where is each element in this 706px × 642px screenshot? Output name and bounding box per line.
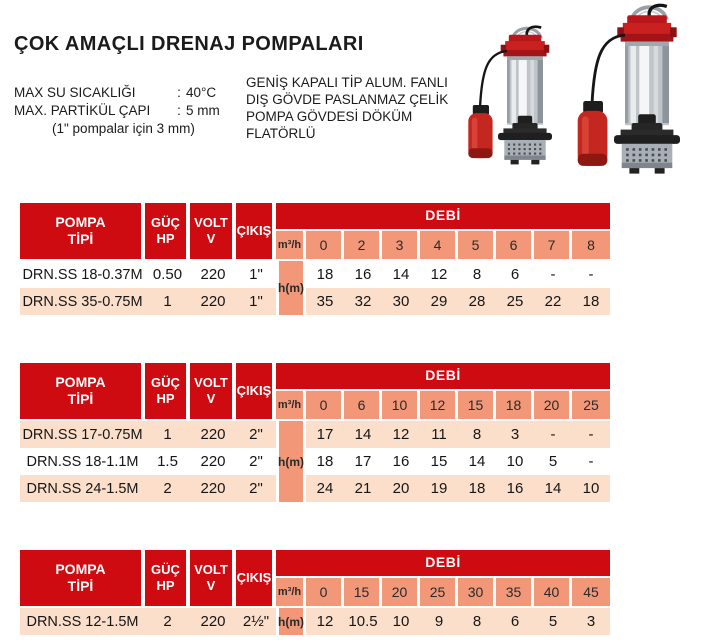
header-pompa-tipi xyxy=(20,363,145,421)
head-value-cell: 8 xyxy=(458,608,496,635)
header-line: TİPİ xyxy=(67,231,94,247)
head-value-cell: 35 xyxy=(306,288,344,315)
header-line: V xyxy=(206,578,216,593)
head-value-cell: - xyxy=(572,261,610,288)
head-value-cell: 10.5 xyxy=(344,608,382,635)
head-value-cell: 14 xyxy=(534,475,572,502)
pump-type-cell: DRN.SS 35-0.75M xyxy=(20,288,145,315)
pump-table-1 xyxy=(20,203,610,315)
hp-cell: 1 xyxy=(145,421,190,448)
header-volt-v xyxy=(190,550,236,608)
header-volt-v xyxy=(190,363,236,421)
outlet-cell: 2" xyxy=(236,448,276,475)
flow-header-cell: 0 xyxy=(306,231,344,261)
hp-cell: 2 xyxy=(145,475,190,502)
header-line: HP xyxy=(156,578,175,593)
head-unit-label: h(m) xyxy=(276,421,306,502)
spec-colon: : xyxy=(177,103,181,118)
pump-type-cell: DRN.SS 18-1.1M xyxy=(20,448,145,475)
volt-cell: 220 xyxy=(190,421,236,448)
spec-note: (1" pompalar için 3 mm) xyxy=(52,121,195,136)
head-value-cell: 12 xyxy=(306,608,344,635)
head-value-cell: - xyxy=(534,421,572,448)
head-value-cell: 18 xyxy=(306,261,344,288)
head-value-cell: 12 xyxy=(382,421,420,448)
flow-header-cell: 2 xyxy=(344,231,382,261)
head-value-cell: 14 xyxy=(382,261,420,288)
spec-value: 40°C xyxy=(186,85,217,100)
head-value-cell: 17 xyxy=(306,421,344,448)
head-value-cell: - xyxy=(534,261,572,288)
header-line: GÜÇ xyxy=(151,215,180,231)
flow-header-cell: 35 xyxy=(496,578,534,608)
header-line: ÇIKIŞ xyxy=(236,570,272,586)
flow-header-cell: 7 xyxy=(534,231,572,261)
head-value-cell: 11 xyxy=(420,421,458,448)
flow-unit-label: m³/h xyxy=(276,391,306,421)
description-block xyxy=(246,74,448,142)
volt-cell: 220 xyxy=(190,288,236,315)
hp-cell: 0.50 xyxy=(145,261,190,288)
head-value-cell: 20 xyxy=(382,475,420,502)
header-line: VOLT xyxy=(194,375,228,391)
header-pompa-tipi xyxy=(20,550,145,608)
head-value-cell: 8 xyxy=(458,421,496,448)
flow-unit-label: m³/h xyxy=(276,231,306,261)
flow-unit-label: m³/h xyxy=(276,578,306,608)
volt-cell: 220 xyxy=(190,261,236,288)
header-guc-hp xyxy=(145,363,190,421)
header-line: V xyxy=(206,231,216,246)
spec-colon: : xyxy=(177,85,181,100)
header-debi: DEBİ xyxy=(276,363,610,391)
header-line: GÜÇ xyxy=(151,375,180,391)
flow-header-cell: 0 xyxy=(306,391,344,421)
pump-type-cell: DRN.SS 17-0.75M xyxy=(20,421,145,448)
head-value-cell: 5 xyxy=(534,448,572,475)
header-line: VOLT xyxy=(194,215,228,231)
submersible-pumps-icon xyxy=(462,0,706,188)
header-line: ÇIKIŞ xyxy=(236,223,272,239)
outlet-cell: 2" xyxy=(236,475,276,502)
flow-header-cell: 6 xyxy=(344,391,382,421)
head-value-cell: 25 xyxy=(496,288,534,315)
head-unit-label: h(m) xyxy=(276,608,306,635)
header-line: TİPİ xyxy=(67,578,94,594)
spec-label: MAX. PARTİKÜL ÇAPI xyxy=(14,103,151,118)
head-value-cell: 12 xyxy=(420,261,458,288)
head-value-cell: 32 xyxy=(344,288,382,315)
pump-product-image xyxy=(462,0,706,188)
flow-header-cell: 25 xyxy=(572,391,610,421)
head-value-cell: 8 xyxy=(458,261,496,288)
volt-cell: 220 xyxy=(190,608,236,635)
header-line: HP xyxy=(156,231,175,246)
head-value-cell: - xyxy=(572,448,610,475)
header-line: POMPA xyxy=(55,373,106,390)
head-value-cell: 19 xyxy=(420,475,458,502)
header-cikis xyxy=(236,550,276,608)
head-value-cell: 21 xyxy=(344,475,382,502)
flow-header-cell: 20 xyxy=(534,391,572,421)
flow-header-cell: 12 xyxy=(420,391,458,421)
flow-header-cell: 4 xyxy=(420,231,458,261)
head-value-cell: 16 xyxy=(496,475,534,502)
header-line: ÇIKIŞ xyxy=(236,383,272,399)
head-value-cell: 5 xyxy=(534,608,572,635)
head-value-cell: 30 xyxy=(382,288,420,315)
volt-cell: 220 xyxy=(190,475,236,502)
description-line: DIŞ GÖVDE PASLANMAZ ÇELİK xyxy=(246,92,449,107)
hp-cell: 2 xyxy=(145,608,190,635)
head-value-cell: 29 xyxy=(420,288,458,315)
outlet-cell: 2½" xyxy=(236,608,276,635)
head-value-cell: - xyxy=(572,421,610,448)
header-cikis xyxy=(236,363,276,421)
head-value-cell: 24 xyxy=(306,475,344,502)
flow-header-cell: 20 xyxy=(382,578,420,608)
head-value-cell: 16 xyxy=(382,448,420,475)
flow-header-cell: 18 xyxy=(496,391,534,421)
header-guc-hp xyxy=(145,203,190,261)
head-value-cell: 22 xyxy=(534,288,572,315)
head-value-cell: 6 xyxy=(496,261,534,288)
head-value-cell: 10 xyxy=(382,608,420,635)
spec-label: MAX SU SICAKLIĞI xyxy=(14,85,136,100)
head-value-cell: 10 xyxy=(496,448,534,475)
flow-header-cell: 15 xyxy=(458,391,496,421)
flow-header-cell: 6 xyxy=(496,231,534,261)
header-cikis xyxy=(236,203,276,261)
spec-line-max-temp xyxy=(14,84,220,102)
head-value-cell: 18 xyxy=(572,288,610,315)
outlet-cell: 2" xyxy=(236,421,276,448)
header-line: HP xyxy=(156,391,175,406)
flow-header-cell: 15 xyxy=(344,578,382,608)
pump-type-cell: DRN.SS 24-1.5M xyxy=(20,475,145,502)
flow-header-cell: 40 xyxy=(534,578,572,608)
header-line: POMPA xyxy=(55,560,106,577)
header-debi: DEBİ xyxy=(276,550,610,578)
header-line: VOLT xyxy=(194,562,228,578)
header-line: GÜÇ xyxy=(151,562,180,578)
head-value-cell: 18 xyxy=(306,448,344,475)
flow-header-cell: 30 xyxy=(458,578,496,608)
flow-header-cell: 45 xyxy=(572,578,610,608)
description-line: FLATÖRLÜ xyxy=(246,126,316,141)
head-value-cell: 18 xyxy=(458,475,496,502)
header-debi: DEBİ xyxy=(276,203,610,231)
header-guc-hp xyxy=(145,550,190,608)
head-value-cell: 3 xyxy=(496,421,534,448)
pump-table-3 xyxy=(20,550,610,635)
pump-type-cell: DRN.SS 12-1.5M xyxy=(20,608,145,635)
head-value-cell: 14 xyxy=(344,421,382,448)
volt-cell: 220 xyxy=(190,448,236,475)
header-line: TİPİ xyxy=(67,391,94,407)
head-value-cell: 16 xyxy=(344,261,382,288)
head-value-cell: 15 xyxy=(420,448,458,475)
header-line: V xyxy=(206,391,216,406)
outlet-cell: 1" xyxy=(236,261,276,288)
outlet-cell: 1" xyxy=(236,288,276,315)
head-unit-label: h(m) xyxy=(276,261,306,315)
spec-value: 5 mm xyxy=(186,103,220,118)
description-line: POMPA GÖVDESİ DÖKÜM xyxy=(246,109,413,124)
head-value-cell: 6 xyxy=(496,608,534,635)
description-line: GENİŞ KAPALI TİP ALUM. FANLI xyxy=(246,75,448,90)
specs-block xyxy=(14,84,220,138)
flow-header-cell: 8 xyxy=(572,231,610,261)
flow-header-cell: 0 xyxy=(306,578,344,608)
pump-table-2 xyxy=(20,363,610,502)
flow-header-cell: 25 xyxy=(420,578,458,608)
pump-type-cell: DRN.SS 18-0.37M xyxy=(20,261,145,288)
page-title: ÇOK AMAÇLI DRENAJ POMPALARI xyxy=(14,33,364,55)
hp-cell: 1.5 xyxy=(145,448,190,475)
head-value-cell: 14 xyxy=(458,448,496,475)
head-value-cell: 10 xyxy=(572,475,610,502)
hp-cell: 1 xyxy=(145,288,190,315)
head-value-cell: 17 xyxy=(344,448,382,475)
head-value-cell: 28 xyxy=(458,288,496,315)
flow-header-cell: 10 xyxy=(382,391,420,421)
spec-line-max-particle xyxy=(14,102,220,120)
head-value-cell: 9 xyxy=(420,608,458,635)
header-pompa-tipi xyxy=(20,203,145,261)
flow-header-cell: 5 xyxy=(458,231,496,261)
header-line: POMPA xyxy=(55,213,106,230)
header-volt-v xyxy=(190,203,236,261)
flow-header-cell: 3 xyxy=(382,231,420,261)
head-value-cell: 3 xyxy=(572,608,610,635)
